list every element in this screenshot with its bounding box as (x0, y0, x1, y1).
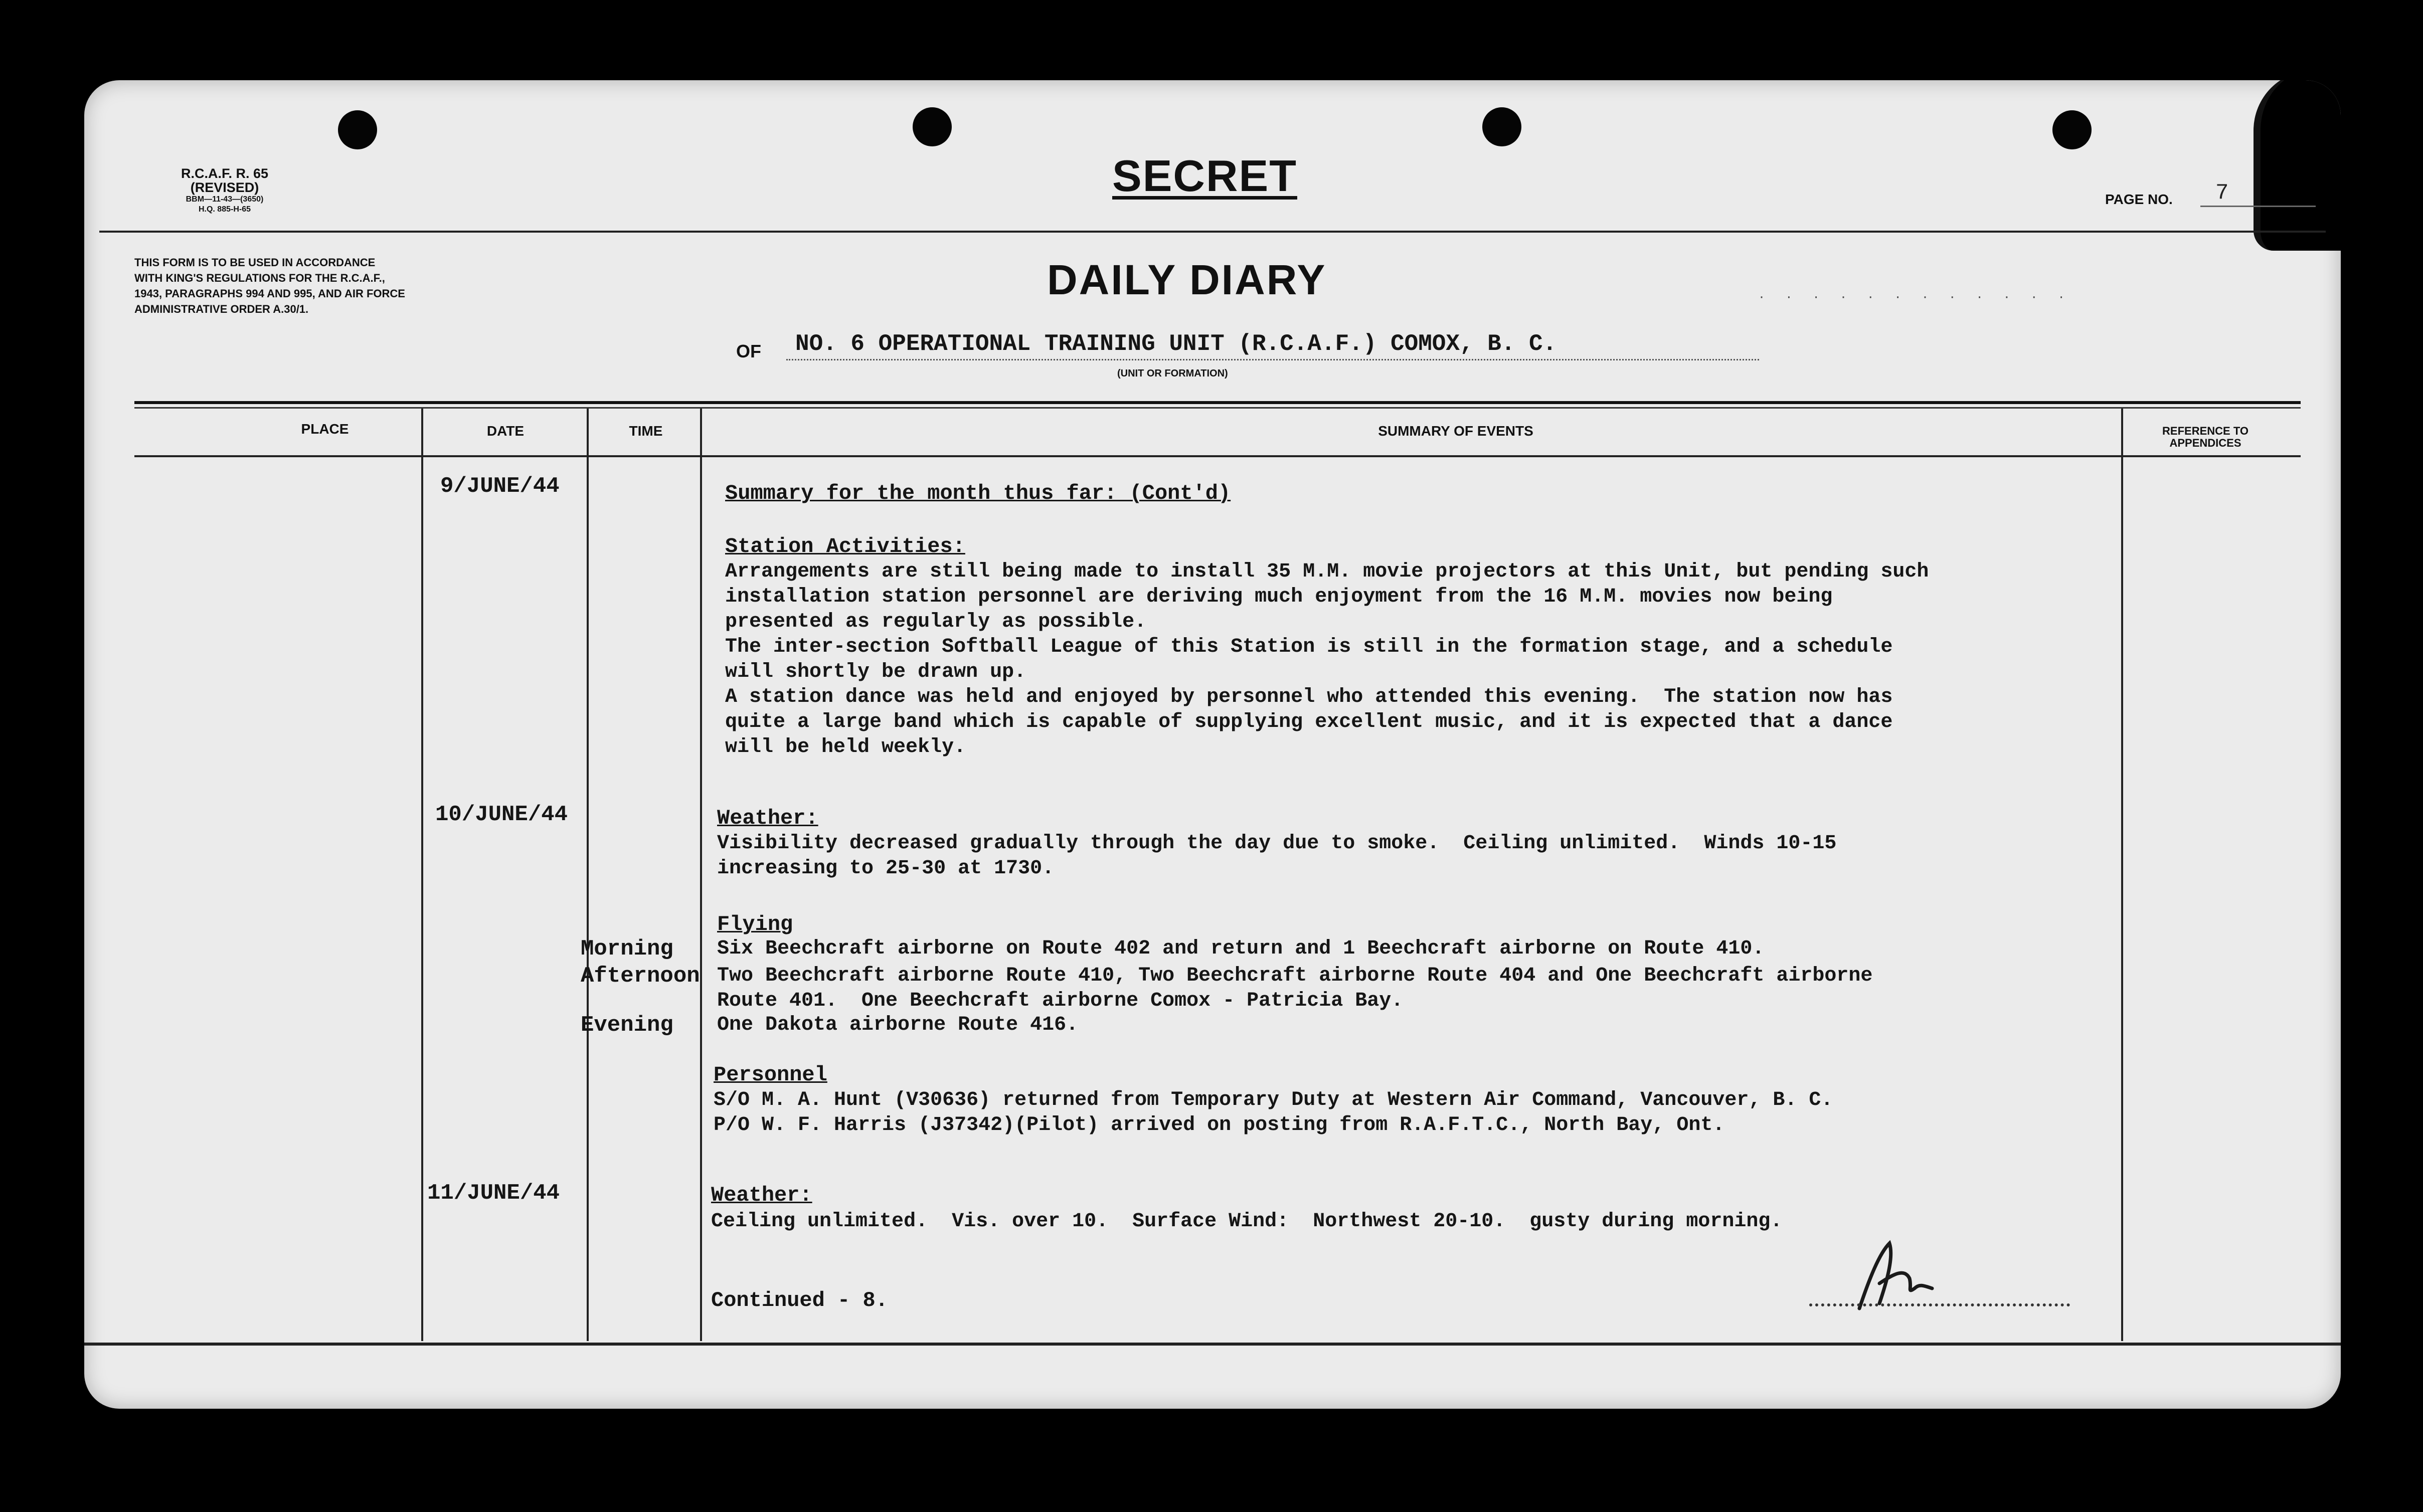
flying-afternoon-text: Two Beechcraft airborne Route 410, Two Beechcraft airborne Route 404 and One Beechcraft airborne Route 401. One Beechcraft airborne Comox - Patricia Bay. (717, 965, 1873, 1012)
weather-text: Visibility decreased gradually through the day due to smoke. Ceiling unlimited. Winds 10-15 increasing to 25-30 at 1730. (717, 832, 1837, 880)
unit-name: NO. 6 OPERATIONAL TRAINING UNIT (R.C.A.F.) COMOX, B. C. (795, 331, 1557, 357)
signature (1849, 1238, 1940, 1313)
flying-evening-text: One Dakota airborne Route 416. (717, 1014, 1079, 1036)
column-header-rule (134, 455, 2301, 457)
entry-time: Evening (581, 1013, 673, 1038)
continued-note: Continued - 8. (711, 1288, 888, 1312)
entry-time: Morning (581, 936, 673, 962)
header-divider (99, 231, 2326, 233)
form-number: R.C.A.F. R. 65 (REVISED) (181, 166, 269, 195)
punch-hole (1482, 107, 1521, 146)
column-divider (587, 409, 589, 1341)
column-divider (421, 409, 423, 1341)
punch-hole (2052, 110, 2092, 149)
form-identifier (149, 166, 300, 215)
page-curl (2254, 80, 2341, 251)
entry-date: 9/JUNE/44 (440, 474, 560, 499)
punch-hole (338, 110, 377, 149)
table-top-rule-thin (134, 407, 2301, 409)
column-header-place: PLACE (301, 421, 349, 437)
page-number-line (2200, 206, 2316, 207)
page-number-label: PAGE NO. (2105, 192, 2173, 207)
entry-date: 10/JUNE/44 (435, 802, 568, 827)
weather-text: Ceiling unlimited. Vis. over 10. Surface Wind: Northwest 20-10. gusty during morning. (711, 1210, 1783, 1233)
signature-line (1809, 1303, 2070, 1306)
form-print-code: BBM—11-43—(3650) (186, 195, 264, 204)
of-label: OF (736, 341, 761, 361)
section-heading: Weather: (711, 1183, 812, 1207)
section-heading: Summary for the month thus far: (Cont'd) (725, 481, 1231, 505)
personnel-text: S/O M. A. Hunt (V30636) returned from Temporary Duty at Western Air Command, Vancouver, B. C. P/O W. F. Harris (J37342)(Pilot) arrived on posting from R.A.F.T.C., North Bay, Ont. (714, 1089, 1833, 1137)
column-divider (700, 409, 702, 1341)
entry-time: Afternoon (581, 964, 700, 989)
regulations-note: THIS FORM IS TO BE USED IN ACCORDANCE WITH KING'S REGULATIONS FOR THE R.C.A.F., 1943, PARAGRAPHS 994 AND 995, AND AIR FORCE ADMINISTRATIVE ORDER A.30/1. (134, 256, 405, 315)
column-header-date: DATE (486, 423, 525, 439)
punch-hole (913, 107, 952, 146)
column-header-reference: REFERENCE TO APPENDICES (2162, 425, 2248, 449)
column-divider (2121, 409, 2123, 1341)
table-bottom-rule (84, 1343, 2341, 1346)
column-header-time: TIME (629, 423, 663, 439)
diary-sheet (84, 80, 2341, 1409)
security-marking: SECRET (1112, 151, 1297, 201)
unit-underline (786, 359, 1759, 360)
unit-caption: (UNIT OR FORMATION) (1117, 368, 1228, 379)
section-heading: Personnel (714, 1063, 827, 1087)
station-activities-text: Arrangements are still being made to install 35 M.M. movie projectors at this Unit, but pending such installation station personnel are deriving much enjoyment from the 16 M.M. movies now being presented as regularly as possible. The inter-section Softball League of this Station is still in the formation stage, and a schedule will shortly be drawn up. A station dance was held and enjoyed by personnel who attended this evening. The station now has quite a large band which is capable of supplying excellent music, and it is expected that a dance will be held weekly. (725, 560, 1929, 759)
flying-morning-text: Six Beechcraft airborne on Route 402 and return and 1 Beechcraft airborne on Route 410. (717, 937, 1765, 960)
title-dots: · · · · · · · · · · · · (1759, 288, 2073, 305)
page-number-value: 7 (2215, 180, 2229, 206)
section-heading: Weather: (717, 806, 818, 830)
column-header-summary: SUMMARY OF EVENTS (1378, 423, 1533, 439)
page-title: DAILY DIARY (1047, 256, 1327, 303)
form-hq-code: H.Q. 885-H-65 (198, 205, 251, 214)
entry-date: 11/JUNE/44 (427, 1181, 560, 1206)
section-heading: Station Activities: (725, 534, 965, 558)
section-heading: Flying (717, 912, 793, 936)
table-top-rule (134, 401, 2301, 404)
